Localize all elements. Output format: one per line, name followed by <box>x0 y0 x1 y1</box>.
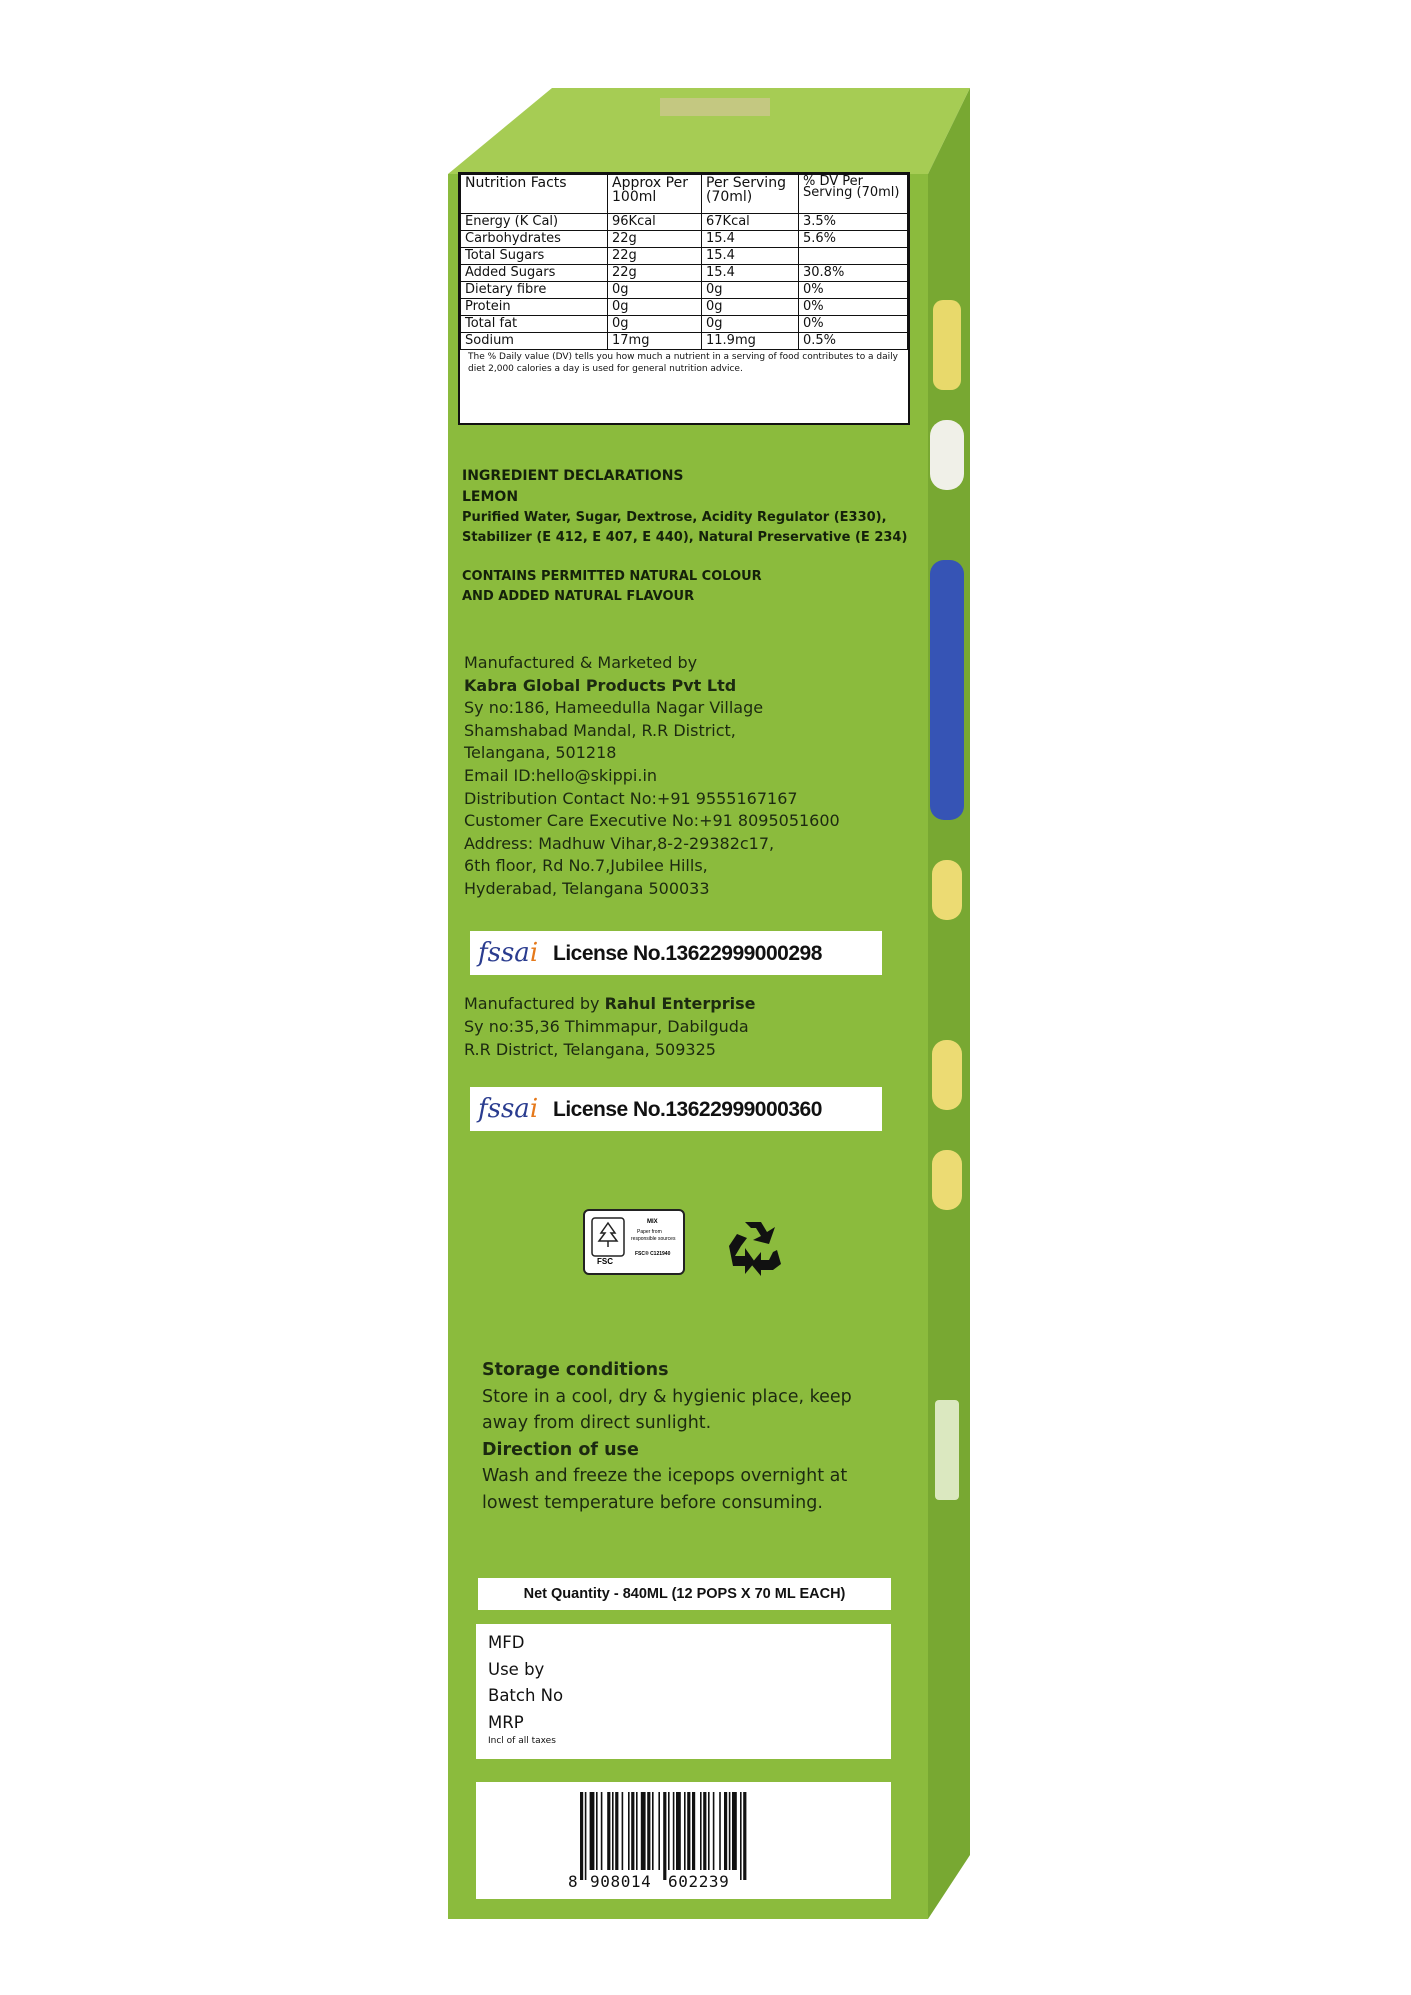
address-line: Hyderabad, Telangana 500033 <box>464 878 710 898</box>
contact-line: Customer Care Executive No:+91 8095051600 <box>464 811 840 831</box>
barcode-bar <box>612 1792 614 1870</box>
barcode-bar <box>700 1792 702 1870</box>
barcode-bar <box>732 1792 737 1870</box>
barcode-bar <box>585 1792 587 1880</box>
barcode-bar <box>628 1792 630 1870</box>
recycle-icon <box>723 1218 783 1276</box>
table-row <box>461 214 908 231</box>
header-cell: Per Serving (70ml) <box>702 175 799 214</box>
batch-info-box <box>476 1624 891 1759</box>
table-cell: 96Kcal <box>608 214 702 231</box>
flavour-label: LEMON <box>462 489 519 505</box>
barcode-bar <box>607 1792 610 1870</box>
ingredient-line-2: Stabilizer (E 412, E 407, E 440), Natural Preservative (E 234) <box>462 530 908 545</box>
barcode-digits-right: 602239 <box>668 1872 730 1891</box>
taxes-note: Incl of all taxes <box>488 1736 556 1746</box>
barcode-bar <box>590 1792 595 1870</box>
table-cell: 0.5% <box>799 333 908 350</box>
table-cell: 22g <box>608 265 702 282</box>
barcode-bar <box>631 1792 634 1870</box>
address-line: Sy no:35,36 Thimmapur, Dabilguda <box>464 1017 749 1036</box>
table-cell: 0% <box>799 316 908 333</box>
storage-section <box>482 1357 852 1516</box>
table-cell: 0g <box>608 282 702 299</box>
barcode-bar <box>636 1792 638 1870</box>
fsc-mark: FSC <box>597 1257 613 1266</box>
address-line: Address: Madhuw Vihar,8-2-29382c17, <box>464 833 775 853</box>
address-line: R.R District, Telangana, 509325 <box>464 1040 716 1059</box>
daily-value-note: The % Daily value (DV) tells you how much a nutrient in a serving of food contributes to a daily diet 2,000 calories a day is used for general nutrition advice. <box>468 352 898 374</box>
table-cell: Total fat <box>461 316 608 333</box>
batch-no-label: Batch No <box>488 1686 564 1705</box>
email-line: Email ID:hello@skippi.in <box>464 765 658 785</box>
table-cell: Sodium <box>461 333 608 350</box>
address-line: 6th floor, Rd No.7,Jubilee Hills, <box>464 856 708 876</box>
table-cell: Protein <box>461 299 608 316</box>
colour-statement-1: CONTAINS PERMITTED NATURAL COLOUR <box>462 569 762 584</box>
barcode-box <box>476 1782 891 1899</box>
company-name: Kabra Global Products Pvt Ltd <box>464 675 737 695</box>
net-quantity: Net Quantity - 840ML (12 POPS X 70 ML EACH) <box>478 1578 891 1610</box>
fsc-mix: MIX <box>647 1219 658 1225</box>
manufacturer-address <box>464 992 755 1061</box>
direction-text: Wash and freeze the icepops overnight at <box>482 1466 848 1486</box>
barcode-bar <box>687 1792 690 1870</box>
mrp-label: MRP <box>488 1712 524 1732</box>
table-cell <box>799 248 908 265</box>
table-cell: 15.4 <box>702 248 799 265</box>
table-header-row <box>461 175 908 214</box>
direction-text: lowest temperature before consuming. <box>482 1492 823 1513</box>
barcode-bar <box>740 1792 742 1880</box>
table-row <box>461 333 908 350</box>
barcode-bar <box>596 1792 598 1870</box>
fsc-tree-icon <box>591 1217 625 1257</box>
barcode-bar <box>684 1792 686 1870</box>
barcode-bar <box>668 1792 670 1870</box>
table-cell: 22g <box>608 248 702 265</box>
table-row <box>461 282 908 299</box>
barcode-digits-left: 908014 <box>590 1872 652 1891</box>
table-cell: 0% <box>799 282 908 299</box>
nutrition-facts-panel <box>458 172 910 425</box>
fssai-logo: fssai <box>478 938 539 968</box>
address-line: Telangana, 501218 <box>464 743 617 763</box>
table-cell: Energy (K Cal) <box>461 214 608 231</box>
storage-text: Store in a cool, dry & hygienic place, keep <box>482 1386 852 1407</box>
fssai-license-2 <box>470 1087 882 1131</box>
table-cell: 0g <box>702 299 799 316</box>
mfd-label: MFD <box>488 1633 525 1652</box>
license-number: License No.13622999000360 <box>553 1098 822 1121</box>
table-cell: 0g <box>702 316 799 333</box>
table-cell: 0g <box>608 316 702 333</box>
fssai-logo: fssai <box>478 1094 539 1124</box>
storage-text: away from direct sunlight. <box>482 1413 712 1433</box>
barcode-bar <box>724 1792 727 1870</box>
barcode-bar <box>703 1792 706 1870</box>
barcode-bar <box>673 1792 675 1870</box>
table-cell: 5.6% <box>799 231 908 248</box>
address-line: Shamshabad Mandal, R.R District, <box>464 720 736 740</box>
fsc-code: FSC® C121940 <box>635 1251 671 1257</box>
barcode-bar <box>713 1792 715 1870</box>
license-number: License No.13622999000298 <box>553 942 822 965</box>
table-cell: Carbohydrates <box>461 231 608 248</box>
storage-heading: Storage conditions <box>482 1360 669 1380</box>
box-front-panel <box>448 174 928 1919</box>
fsc-label <box>583 1209 685 1275</box>
table-cell: Dietary fibre <box>461 282 608 299</box>
fsc-text: Paper from <box>637 1229 662 1235</box>
ingredient-heading: INGREDIENT DECLARATIONS <box>462 468 684 484</box>
colour-statement-2: AND ADDED NATURAL FLAVOUR <box>462 589 695 604</box>
table-row <box>461 316 908 333</box>
direction-heading: Direction of use <box>482 1439 639 1460</box>
barcode-bar <box>615 1792 618 1870</box>
contact-line: Distribution Contact No:+91 9555167167 <box>464 788 798 808</box>
header-cell: Approx Per 100ml <box>608 175 702 214</box>
barcode-bar <box>658 1792 660 1870</box>
table-row <box>461 265 908 282</box>
barcode-bar <box>647 1792 650 1870</box>
nutrition-table <box>460 174 908 350</box>
barcode-bar <box>719 1792 721 1870</box>
table-cell: 3.5% <box>799 214 908 231</box>
barcode-bar <box>641 1792 646 1870</box>
barcode-bar <box>652 1792 654 1870</box>
table-cell: Added Sugars <box>461 265 608 282</box>
marketer-address <box>464 652 840 901</box>
barcode-bar <box>601 1792 603 1870</box>
table-cell: 0g <box>608 299 702 316</box>
table-cell: 15.4 <box>702 265 799 282</box>
table-row <box>461 299 908 316</box>
manufacturer-line: Manufactured by Rahul Enterprise <box>464 994 756 1013</box>
header-cell: % DV Per Serving (70ml) <box>799 175 908 214</box>
address-line: Manufactured & Marketed by <box>464 653 698 672</box>
barcode-bar <box>729 1792 731 1870</box>
table-cell: 30.8% <box>799 265 908 282</box>
barcode-bar <box>663 1792 666 1880</box>
table-cell: 0% <box>799 299 908 316</box>
table-row <box>461 231 908 248</box>
barcode-bar <box>622 1792 624 1870</box>
header-cell: Nutrition Facts <box>461 175 608 214</box>
fsc-text: responsible sources <box>631 1236 676 1242</box>
table-cell: 11.9mg <box>702 333 799 350</box>
ingredient-line-1: Purified Water, Sugar, Dextrose, Acidity Regulator (E330), <box>462 510 887 525</box>
fssai-license-1 <box>470 931 882 975</box>
barcode-bar <box>580 1792 583 1880</box>
address-line: Sy no:186, Hameedulla Nagar Village <box>464 698 764 718</box>
table-cell: 67Kcal <box>702 214 799 231</box>
barcode-bar <box>676 1792 681 1870</box>
barcode-bar <box>743 1792 746 1880</box>
table-cell: 22g <box>608 231 702 248</box>
barcode-digit-prefix: 8 <box>568 1872 578 1891</box>
table-cell: 15.4 <box>702 231 799 248</box>
table-cell: 0g <box>702 282 799 299</box>
use-by-label: Use by <box>488 1659 545 1679</box>
table-cell: 17mg <box>608 333 702 350</box>
barcode-bar <box>692 1792 695 1870</box>
table-row <box>461 248 908 265</box>
table-cell: Total Sugars <box>461 248 608 265</box>
barcode-bar <box>708 1792 710 1870</box>
